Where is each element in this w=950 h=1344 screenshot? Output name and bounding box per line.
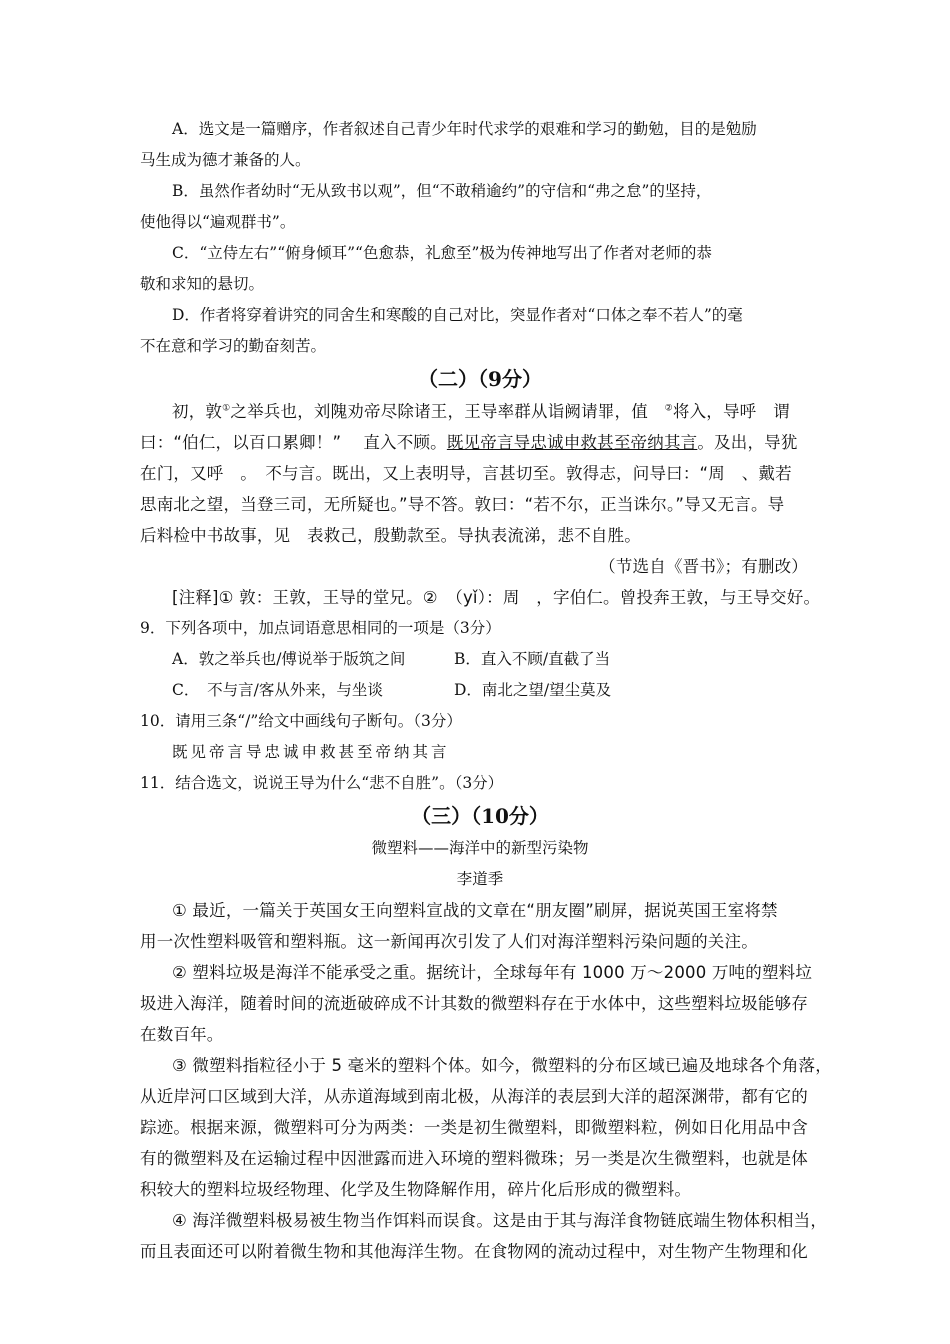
question-9-option-c: C． 不与言/客从外来，与坐谈 <box>172 681 383 699</box>
article-p3-line2: 从近岸河口区域到大洋，从赤道海域到南北极，从海洋的表层到大洋的超深渊带，都有它的 <box>140 1087 808 1106</box>
text-span: 。及出，导犹 <box>697 433 798 452</box>
question-9-option-b: B．直入不顾/直截了当 <box>454 650 611 668</box>
text-span: 之举兵也，刘隗劝帝尽除诸王，王导率群从诣阙请罪，值 <box>230 402 648 421</box>
article-p3-line3: 踪迹。根据来源，微塑料可分为两类：一类是初生微塑料，即微塑料粒，例如日化用品中含 <box>140 1118 808 1137</box>
text-span: 初，敦 <box>172 402 223 421</box>
article-p1-line2: 用一次性塑料吸管和塑料瓶。这一新闻再次引发了人们对海洋塑料污染问题的关注。 <box>140 932 758 951</box>
section2-note: [注释]① 敦：王敦，王导的堂兄。② （yǐ）：周 ，字伯仁。曾投奔王敦，与王导交好。 <box>172 588 821 607</box>
question-9-option-a: A．敦之举兵也/傅说举于版筑之间 <box>172 650 406 668</box>
section2-source: （节选自《晋书》；有删改） <box>599 557 808 576</box>
choice-a-line1: A．选文是一篇赠序，作者叙述自己青少年时代求学的艰难和学习的勤勉，目的是勉励 <box>172 120 757 138</box>
article-p2-line2: 圾进入海洋，随着时间的流逝破碎成不计其数的微塑料存在于水体中，这些塑料垃圾能够存 <box>140 994 808 1013</box>
text-span: 曰：“伯仁，以百口累卿！” 直入不顾。 <box>140 433 447 452</box>
article-p3-line5: 积较大的塑料垃圾经物理、化学及生物降解作用，碎片化后形成的微塑料。 <box>140 1180 692 1199</box>
section2-para-line4: 思南北之望，当登三司，无所疑也。”导不答。敦曰：“若不尔，正当诛尔。”导又无言。导 <box>140 495 785 514</box>
question-9: 9．下列各项中，加点词语意思相同的一项是（3分） <box>140 619 501 637</box>
choice-b-line1: B．虽然作者幼时“无从致书以观”，但“不敢稍逾约”的守信和“弗之怠”的坚持， <box>172 182 712 200</box>
article-title: 微塑料——海洋中的新型污染物 <box>371 839 589 857</box>
article-p4-line1: ④ 海洋微塑料极易被生物当作饵料而误食。这是由于其与海洋食物链底端生物体积相当， <box>172 1211 828 1230</box>
question-9-options-row2 <box>140 675 820 706</box>
choice-c-line1: C．“立侍左右”“俯身倾耳”“色愈恭，礼愈至”极为传神地写出了作者对老师的恭 <box>172 244 712 262</box>
choice-c-line2: 敬和求知的悬切。 <box>140 275 265 293</box>
section2-heading: （二）（9分） <box>418 367 542 391</box>
article-p3-line4: 有的微塑料及在运输过程中因泄露而进入环境的塑料微珠；另一类是次生微塑料，也就是体 <box>140 1149 808 1168</box>
article-p4-line2: 而且表面还可以附着微生物和其他海洋生物。在食物网的流动过程中，对生物产生物理和化 <box>140 1242 808 1261</box>
section2-para-line1 <box>140 396 820 427</box>
question-11: 11．结合选文，说说王导为什么“悲不自胜”。（3分） <box>140 774 504 792</box>
article-p2-line1: ② 塑料垃圾是海洋不能承受之重。据统计，全球每年有 1000 万～2000 万吨的塑料垃 <box>172 963 813 982</box>
underlined-sentence: 既见帝言导忠诚申救甚至帝纳其言 <box>446 433 698 452</box>
question-10: 10．请用三条“/”给文中画线句子断句。（3分） <box>140 712 462 730</box>
choice-d-line2: 不在意和学习的勤奋刻苦。 <box>140 337 327 355</box>
article-p2-line3: 在数百年。 <box>140 1025 224 1044</box>
footnote-marker-1: ① <box>222 403 231 414</box>
question-10-text: 既见帝言导忠诚申救甚至帝纳其言 <box>172 743 450 761</box>
question-9-option-d: D．南北之望/望尘莫及 <box>454 681 612 699</box>
question-9-options-row1 <box>140 644 820 675</box>
section2-para-line3: 在门，又呼 。 不与言。既出，又上表明导，言甚切至。敦得志，问导曰：“周 、戴若 <box>140 464 792 483</box>
choice-d-line1: D．作者将穿着讲究的同舍生和寒酸的自己对比，突显作者对“口体之奉不若人”的毫 <box>172 306 743 324</box>
choice-a-line2: 马生成为德才兼备的人。 <box>140 151 311 169</box>
section2-para-line2 <box>140 427 820 458</box>
article-p1-line1: ① 最近，一篇关于英国女王向塑料宣战的文章在“朋友圈”刷屏，据说英国王室将禁 <box>172 901 778 920</box>
choice-b-line2: 使他得以“遍观群书”。 <box>140 213 296 231</box>
footnote-marker-2: ② <box>664 403 673 414</box>
text-span: 将入，导呼 谓 <box>672 402 790 421</box>
page-content <box>140 112 832 1267</box>
section2-para-line5: 后料检中书故事，见 表救己，殷勤款至。导执表流涕，悲不自胜。 <box>140 526 641 545</box>
article-p3-line1: ③ 微塑料指粒径小于 5 毫米的塑料个体。如今，微塑料的分布区域已遍及地球各个角落， <box>172 1056 832 1075</box>
article-author: 李道季 <box>456 870 504 888</box>
section3-heading: （三）（10分） <box>411 804 549 828</box>
